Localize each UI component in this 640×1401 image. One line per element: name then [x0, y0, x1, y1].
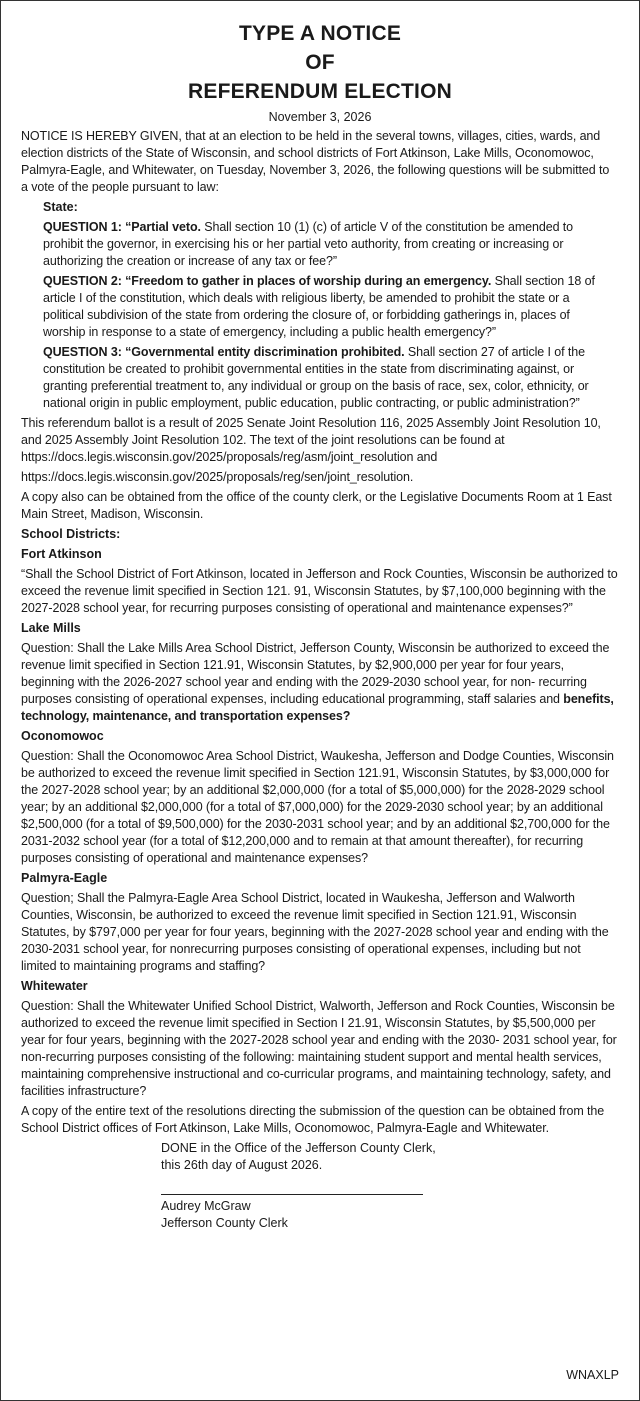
state-question-1 — [43, 219, 601, 270]
state-heading: State: — [43, 200, 78, 214]
lake-mills-question — [21, 640, 619, 725]
ballot-url-senate: https://docs.legis.wisconsin.gov/2025/proposals/reg/sen/joint_resolution. — [21, 470, 414, 484]
whitewater-question: Question: Shall the Whitewater Unified School District, Walworth, Jefferson and Rock Counties, Wisconsin be authorized to exceed the revenue limit specified in Section I 21.91, Wisconsin Statutes, by $5,500,000 per year for four years, beginning with the 2027-2028 school year and ending with the 2030- 2031 school year, for non-recurring purposes consisting of the following: maintaining student support and mental health services, maintaining comprehensive instructional and co-curricular programs, and maintaining technology, safety, and facilities infrastructure? — [21, 999, 617, 1098]
ballot-note: This referendum ballot is a result of 2025 Senate Joint Resolution 116, 2025 Assembly Joint Resolution 10, and 2025 Assembly Joint Resolution 102. The text of the joint resolutions can be found at https://docs.legis.wisconsin.gov/2025/proposals/reg/asm/joint_resolution and — [21, 416, 601, 464]
state-section — [21, 199, 619, 412]
state-question-2 — [43, 273, 601, 341]
lake-mills-heading: Lake Mills — [21, 621, 81, 635]
title-line-1: TYPE A NOTICE — [238, 22, 402, 45]
signature-line — [161, 1174, 423, 1195]
intro-paragraph: NOTICE IS HEREBY GIVEN, that at an election to be held in the several towns, villages, cities, wards, and election districts of the State of Wisconsin, and school districts of Fort Atkinson, Lake Mills, Oconomowoc, Palmyra-Eagle, and Whitewater, on Tuesday, November 3, 2026, the following questions will be submitted to a vote of the people pursuant to law: — [21, 129, 610, 194]
lake-mills-text: Question: Shall the Lake Mills Area School District, Jefferson County, Wisconsin be authorized to exceed the revenue limit specified in Section 121.91, Wisconsin Statutes, by $2,900,000 per year for four years, beginning with the 2026-2027 school year and ending with the 2029-2030 school year, for non- recurring purposes consisting of operational expenses, including educational programming, staff salaries and — [21, 641, 610, 706]
oconomowoc-question: Question: Shall the Oconomowoc Area School District, Waukesha, Jefferson and Dodge Counties, Wisconsin be authorized to exceed the revenue limit specified in Section 121.91, Wisconsin Statutes, by $3,000,000 for the 2027-2028 school year; by an additional $2,000,000 (for a total of $5,000,000) for the 2028-2029 school year; by an additional $2,000,000 (for a total of $7,000,000) for the 2029-2030 school year; by an additional $2,500,000 (for a total of $9,500,000) for the 2030-2031 school year; and by an additional $2,700,000 for the 2031-2032 school year (for a total of $12,200,000 and to remain at that amount thereafter), for recurring purposes consisting of operational and maintenance expenses? — [21, 749, 614, 865]
signature-block — [21, 1140, 619, 1232]
title-line-3: REFERENDUM ELECTION — [188, 80, 452, 103]
done-line-1: DONE in the Office of the Jefferson County Clerk, — [161, 1141, 436, 1155]
clerk-title: Jefferson County Clerk — [161, 1216, 288, 1230]
whitewater-heading: Whitewater — [21, 979, 88, 993]
notice-title — [21, 19, 619, 106]
state-question-3 — [43, 344, 601, 412]
oconomowoc-heading: Oconomowoc — [21, 729, 104, 743]
question-3-text: Shall section 27 of article I of the constitution be created to prohibit governmental entities in the state from discriminating against, or granting preferential treatment to, any individual or group on the basis of race, sex, color, ethnicity, or national origin in public employment, public education, public contracting, or public administration?” — [43, 345, 589, 410]
question-3-lead: QUESTION 3: “Governmental entity discrimination prohibited. — [43, 345, 405, 359]
question-1-lead: QUESTION 1: “Partial veto. — [43, 220, 201, 234]
copy-note: A copy also can be obtained from the office of the county clerk, or the Legislative Documents Room at 1 East Main Street, Madison, Wisconsin. — [21, 490, 612, 521]
publication-code: WNAXLP — [566, 1368, 619, 1382]
palmyra-eagle-heading: Palmyra-Eagle — [21, 871, 108, 885]
lake-mills-bold-tail: benefits, technology, maintenance, and transportation expenses? — [21, 692, 614, 723]
school-districts-heading: School Districts: — [21, 527, 121, 541]
question-2-lead: QUESTION 2: “Freedom to gather in places of worship during an emergency. — [43, 274, 492, 288]
fort-atkinson-question: “Shall the School District of Fort Atkinson, located in Jefferson and Rock Counties, Wisconsin be authorized to exceed the revenue limit specified in Section 121. 91, Wisconsin Statutes, by $7,100,000 beginning with the 2027-2028 school year, for recurring purposes consisting of operational and maintenance expenses?” — [21, 567, 618, 615]
question-2-text: Shall section 18 of article I of the constitution, which deals with religious liberty, be amended to prohibit the state or a political subdivision of the state from ordering the closure of, or forbidding gatherings in, places of worship in response to a state of emergency, including a public health emergency?” — [43, 274, 595, 339]
title-line-2: OF — [305, 51, 335, 74]
question-1-text: Shall section 10 (1) (c) of article V of the constitution be amended to prohibit the governor, in exercising his or her partial veto authority, from creating or increasing or authorizing the creation or increase of any tax or fee?” — [43, 220, 574, 268]
palmyra-eagle-question: Question; Shall the Palmyra-Eagle Area School District, located in Waukesha, Jefferson and Walworth Counties, Wisconsin, be authorized to exceed the revenue limit specified in Section 121.91, Wisconsin Statutes, by $797,000 per year for four years, beginning with the 2027-2028 school year and ending with the 2030-2031 school year, for nonrecurring purposes consisting of operational expenses, including but not limited to maintaining programs and staffing? — [21, 891, 609, 973]
fort-atkinson-heading: Fort Atkinson — [21, 547, 102, 561]
resolution-note: A copy of the entire text of the resolutions directing the submission of the question can be obtained from the School District offices of Fort Atkinson, Lake Mills, Oconomowoc, Palmyra-Eagle and Whitewater. — [21, 1104, 605, 1135]
clerk-name: Audrey McGraw — [161, 1199, 251, 1213]
election-date: November 3, 2026 — [268, 110, 372, 124]
done-line-2: this 26th day of August 2026. — [161, 1158, 323, 1172]
